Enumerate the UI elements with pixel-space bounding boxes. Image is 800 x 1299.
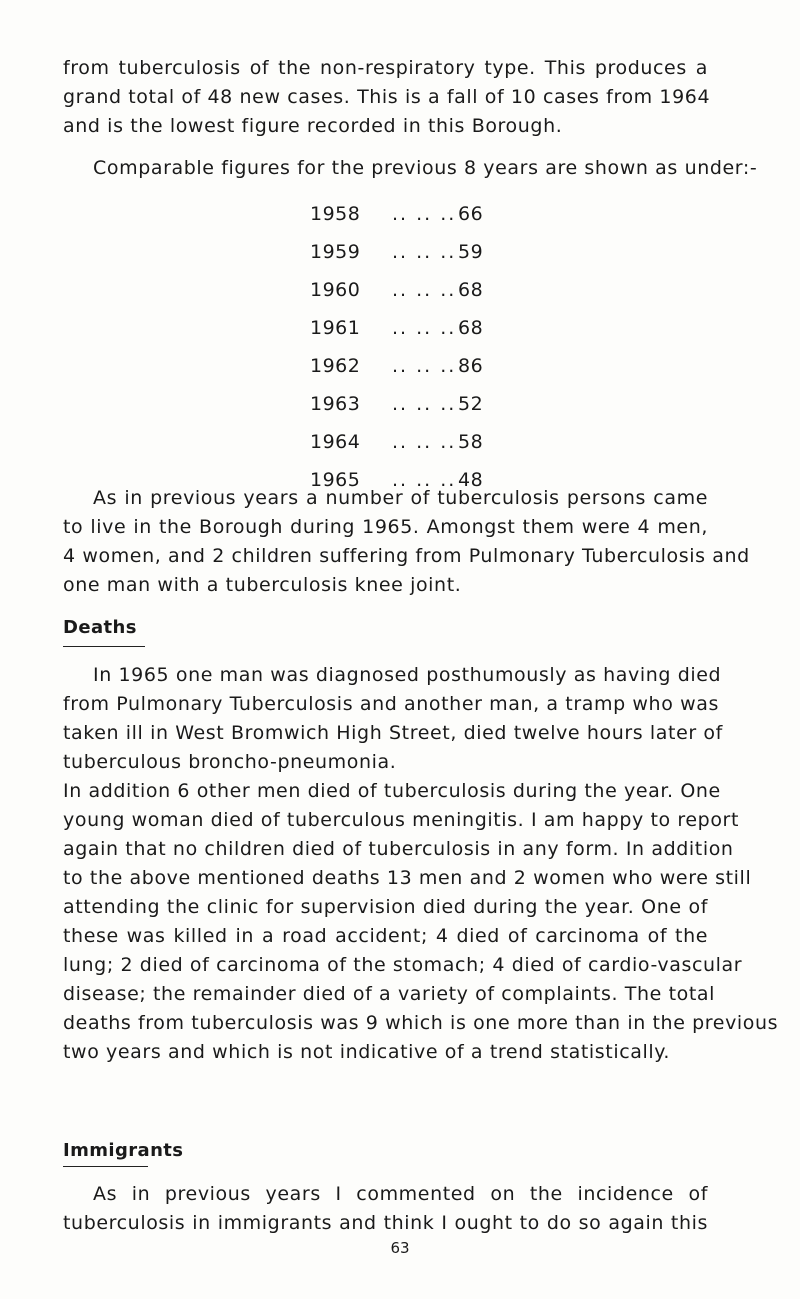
- year-cell: 1963: [310, 393, 361, 415]
- year-cell: 1962: [310, 355, 361, 377]
- text-line: to live in the Borough during 1965. Amongst them were 4 men,: [63, 516, 708, 538]
- text-line: attending the clinic for supervision died during the year. One of: [63, 896, 708, 918]
- table-row: [310, 385, 510, 423]
- value-cell: 86: [458, 355, 484, 377]
- table-row: [310, 195, 510, 233]
- year-cell: 1964: [310, 431, 361, 453]
- table-row: [310, 423, 510, 461]
- immigrants-heading: Immigrants: [63, 1140, 184, 1161]
- text-line: taken ill in West Bromwich High Street, died twelve hours later of: [63, 722, 723, 744]
- intro-paragraph: [63, 54, 711, 141]
- text-line: In 1965 one man was diagnosed posthumously as having died: [93, 664, 722, 686]
- text-line: deaths from tuberculosis was 9 which is one more than in the previous: [63, 1012, 779, 1034]
- value-cell: 66: [458, 203, 484, 225]
- year-cell: 1958: [310, 203, 361, 225]
- text-line: again that no children died of tuberculosis in any form. In addition: [63, 838, 734, 860]
- leader-dots: .. .. ..: [392, 279, 457, 301]
- table-row: [310, 271, 510, 309]
- year-cell: 1960: [310, 279, 361, 301]
- table-row: [310, 233, 510, 271]
- text-line: young woman died of tuberculous meningitis. I am happy to report: [63, 809, 740, 831]
- text-line: grand total of 48 new cases. This is a fall of 10 cases from 1964: [63, 86, 711, 108]
- year-cell: 1961: [310, 317, 361, 339]
- table-row: [310, 347, 510, 385]
- text-line: As in previous years a number of tuberculosis persons came: [93, 487, 708, 509]
- text-line: In addition 6 other men died of tuberculosis during the year. One: [63, 780, 721, 802]
- leader-dots: .. .. ..: [392, 431, 457, 453]
- text-line: tuberculosis in immigrants and think I ought to do so again this: [63, 1212, 708, 1234]
- text-line: and is the lowest figure recorded in this Borough.: [63, 115, 563, 137]
- text-line: disease; the remainder died of a variety of complaints. The total: [63, 983, 716, 1005]
- text-line: two years and which is not indicative of a trend statistically.: [63, 1041, 671, 1063]
- text-line: tuberculous broncho-pneumonia.: [63, 751, 397, 773]
- heading-underline: [63, 646, 145, 647]
- value-cell: 48: [458, 469, 484, 491]
- year-cell: 1959: [310, 241, 361, 263]
- deaths-paragraph-1: [63, 661, 723, 777]
- value-cell: 68: [458, 279, 484, 301]
- comparable-paragraph: [63, 154, 783, 183]
- leader-dots: .. .. ..: [392, 203, 457, 225]
- table-row: [310, 309, 510, 347]
- deaths-paragraph-2: [63, 777, 779, 1067]
- page-number: 63: [390, 1239, 410, 1257]
- incoming-cases-paragraph: [63, 484, 750, 600]
- deaths-heading: Deaths: [63, 617, 137, 638]
- year-cell: 1965: [310, 469, 361, 491]
- value-cell: 52: [458, 393, 484, 415]
- value-cell: 68: [458, 317, 484, 339]
- immigrants-paragraph: [63, 1180, 708, 1238]
- text-line: these was killed in a road accident; 4 died of carcinoma of the: [63, 925, 708, 947]
- leader-dots: .. .. ..: [392, 393, 457, 415]
- text-line: Comparable figures for the previous 8 years are shown as under:-: [93, 157, 758, 179]
- value-cell: 58: [458, 431, 484, 453]
- text-line: to the above mentioned deaths 13 men and 2 women who were still: [63, 867, 752, 889]
- text-line: lung; 2 died of carcinoma of the stomach; 4 died of cardio-vascular: [63, 954, 743, 976]
- text-line: 4 women, and 2 children suffering from Pulmonary Tuberculosis and: [63, 545, 750, 567]
- leader-dots: .. .. ..: [392, 317, 457, 339]
- leader-dots: .. .. ..: [392, 241, 457, 263]
- leader-dots: .. .. ..: [392, 469, 457, 491]
- heading-underline: [63, 1166, 148, 1167]
- value-cell: 59: [458, 241, 484, 263]
- text-line: from Pulmonary Tuberculosis and another man, a tramp who was: [63, 693, 719, 715]
- yearly-cases-table: [310, 195, 510, 499]
- text-line: As in previous years I commented on the incidence of: [93, 1183, 708, 1205]
- text-line: from tuberculosis of the non-respiratory type. This produces a: [63, 57, 708, 79]
- leader-dots: .. .. ..: [392, 355, 457, 377]
- text-line: one man with a tuberculosis knee joint.: [63, 574, 462, 596]
